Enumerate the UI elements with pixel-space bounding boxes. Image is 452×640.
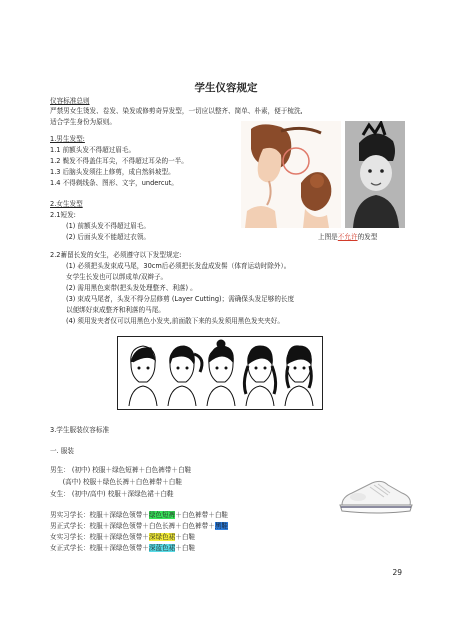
hairstyle-illustration — [241, 121, 341, 228]
role-line-2: 男正式学长：校服＋深绿色领带＋白色长裤＋白色裤带＋黑鞋 — [50, 522, 229, 530]
male-rule-2: 1.2 鬓发不得盖住耳尖，不得超过耳朵的一半。 — [50, 157, 188, 165]
long-hair-rule-1: (1) 必须把头发束成马尾，30cm后必须把长发盘成发髻（体育运动时除外）。 — [66, 262, 291, 270]
role-3-highlight: 深绿色裙 — [148, 533, 176, 541]
boy-photo — [345, 121, 405, 228]
long-hair-rule-2: (2) 需用黑色束带(把头发处理整齐、利落) 。 — [66, 284, 197, 292]
long-hair-rule-4: (4) 须用发夹者仅可以用黑色小发夹,前面散下来的头发须用黑色发夹夹好。 — [66, 317, 284, 325]
role-1-highlight: 绿色短裤 — [148, 511, 176, 519]
general-text-line-2: 适合学生身份为原则。 — [50, 118, 116, 126]
female-hair-heading: 2.女生发型 — [50, 200, 83, 208]
page-title: 学生仪容规定 — [194, 82, 258, 94]
long-hair-rule-3: (3) 束成马尾者，头发不得分层修剪 (Layer Cutting)；需确保头发足够的长度 — [66, 295, 295, 303]
role-line-4: 女正式学长：校服＋深绿色领带＋深蓝色裙＋白鞋 — [50, 544, 196, 552]
role-2-highlight: 黑鞋 — [214, 522, 229, 530]
clothing-rule-1: 男生： (初中) 校服＋绿色短裤＋白色裤带＋白鞋 — [50, 466, 192, 474]
male-rule-1: 1.1 前额头发不得超过眉毛。 — [50, 146, 136, 154]
long-hair-heading: 2.2蓄留长发的女生，必须遵守以下发型规定: — [50, 251, 182, 259]
male-rule-4: 1.4 不得剃线条、图形、文字，undercut。 — [50, 179, 178, 187]
long-hair-rule-3-cont: 以便绑好束成整齐和利落的马尾。 — [66, 306, 165, 314]
short-hair-rule-2: (2) 后面头发不能超过衣领。 — [66, 233, 150, 241]
page-number: 29 — [392, 568, 402, 577]
clothing-rule-2: (高中) 校服＋绿色长裤＋白色裤带＋白鞋 — [50, 478, 182, 486]
girls-hairstyles-illustration — [117, 336, 323, 410]
clothing-heading: 一. 服装 — [50, 447, 74, 455]
long-hair-rule-1-cont: 女学生长发也可以绑成单/双辫子。 — [66, 273, 168, 281]
caption-highlight: 不允许 — [337, 233, 358, 241]
short-hair-heading: 2.1短发: — [50, 211, 76, 219]
general-text-line-1: 严禁男女生烫发、卷发、染发或修剪奇异发型，一切应以整齐、简单、朴素，便于梳洗, — [50, 107, 303, 115]
role-4-highlight: 深蓝色裙 — [148, 544, 176, 552]
role-line-1: 男实习学长：校服＋深绿色领带＋绿色短裤＋白色裤带＋白鞋 — [50, 511, 229, 519]
male-rule-3: 1.3 后脑头发须往上修剪，成自然斜坡型。 — [50, 168, 175, 176]
male-hair-heading: 1.男生发型: — [50, 135, 85, 143]
role-line-3: 女实习学长：校服＋深绿色领带＋深绿色裙＋白鞋 — [50, 533, 196, 541]
uniform-heading: 3.学生服装仪容标准 — [50, 426, 110, 434]
white-shoe-photo — [338, 475, 414, 515]
image-caption: 上图是不允许的发型 — [318, 233, 378, 241]
general-heading: 仪容标准总则 — [50, 97, 90, 105]
short-hair-rule-1: (1) 前额头发不得超过眉毛。 — [66, 222, 150, 230]
clothing-rule-3: 女生： (初中/高中) 校服＋深绿色裙＋白鞋 — [50, 490, 174, 498]
